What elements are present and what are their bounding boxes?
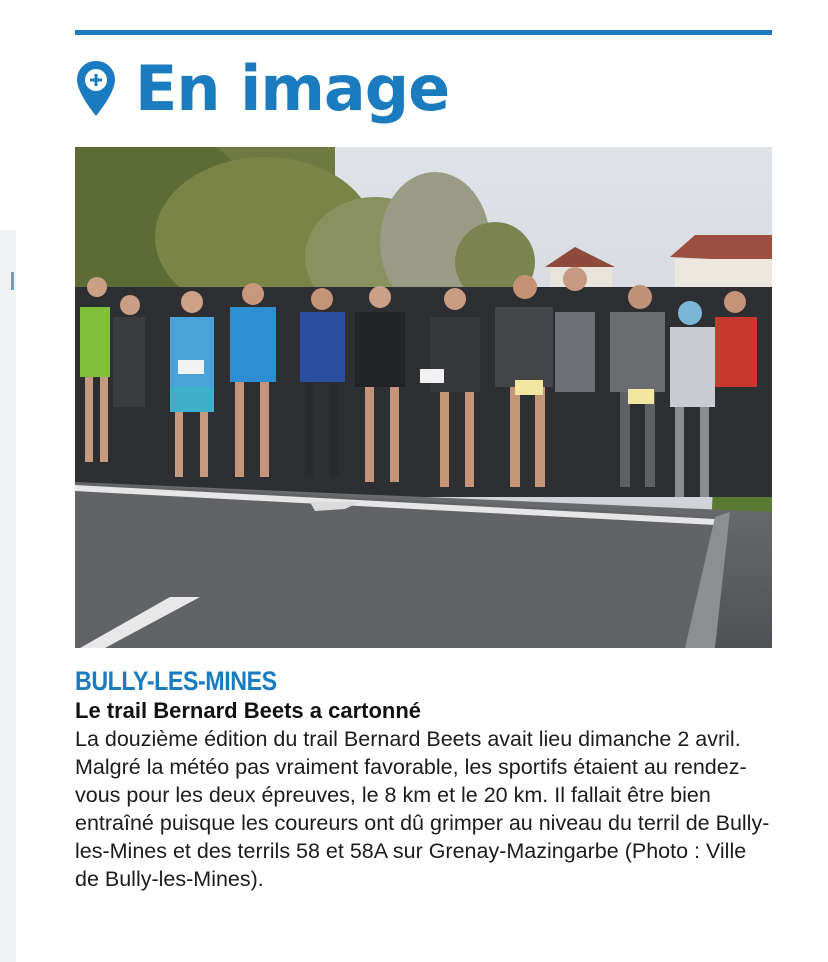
article-photo: [75, 147, 772, 648]
adjacent-page-edge: [0, 230, 16, 962]
article-location: BULLY-LES-MINES: [75, 666, 277, 696]
section-header: [75, 44, 449, 134]
article-body: La douzième édition du trail Bernard Beets avait lieu dimanche 2 avril. Malgré la météo pas vraiment favorable, les sportifs étaient au rendez-vous pour les deux épreuves, le 8 km et le 20 km. Il fallait être bien entraîné puisque les coureurs ont dû grimper au niveau du terril de Bully-les-Mines et des terrils 58 et 58A sur Grenay-Mazingarbe (Photo : Ville de Bully-les-Mines).: [75, 727, 770, 891]
section-title: En image: [135, 52, 450, 125]
adjacent-page-mark: [11, 272, 14, 290]
map-pin-icon: [75, 59, 117, 119]
article: [75, 664, 785, 893]
article-headline: Le trail Bernard Beets a cartonné: [75, 698, 422, 723]
section-top-rule: [75, 30, 772, 35]
